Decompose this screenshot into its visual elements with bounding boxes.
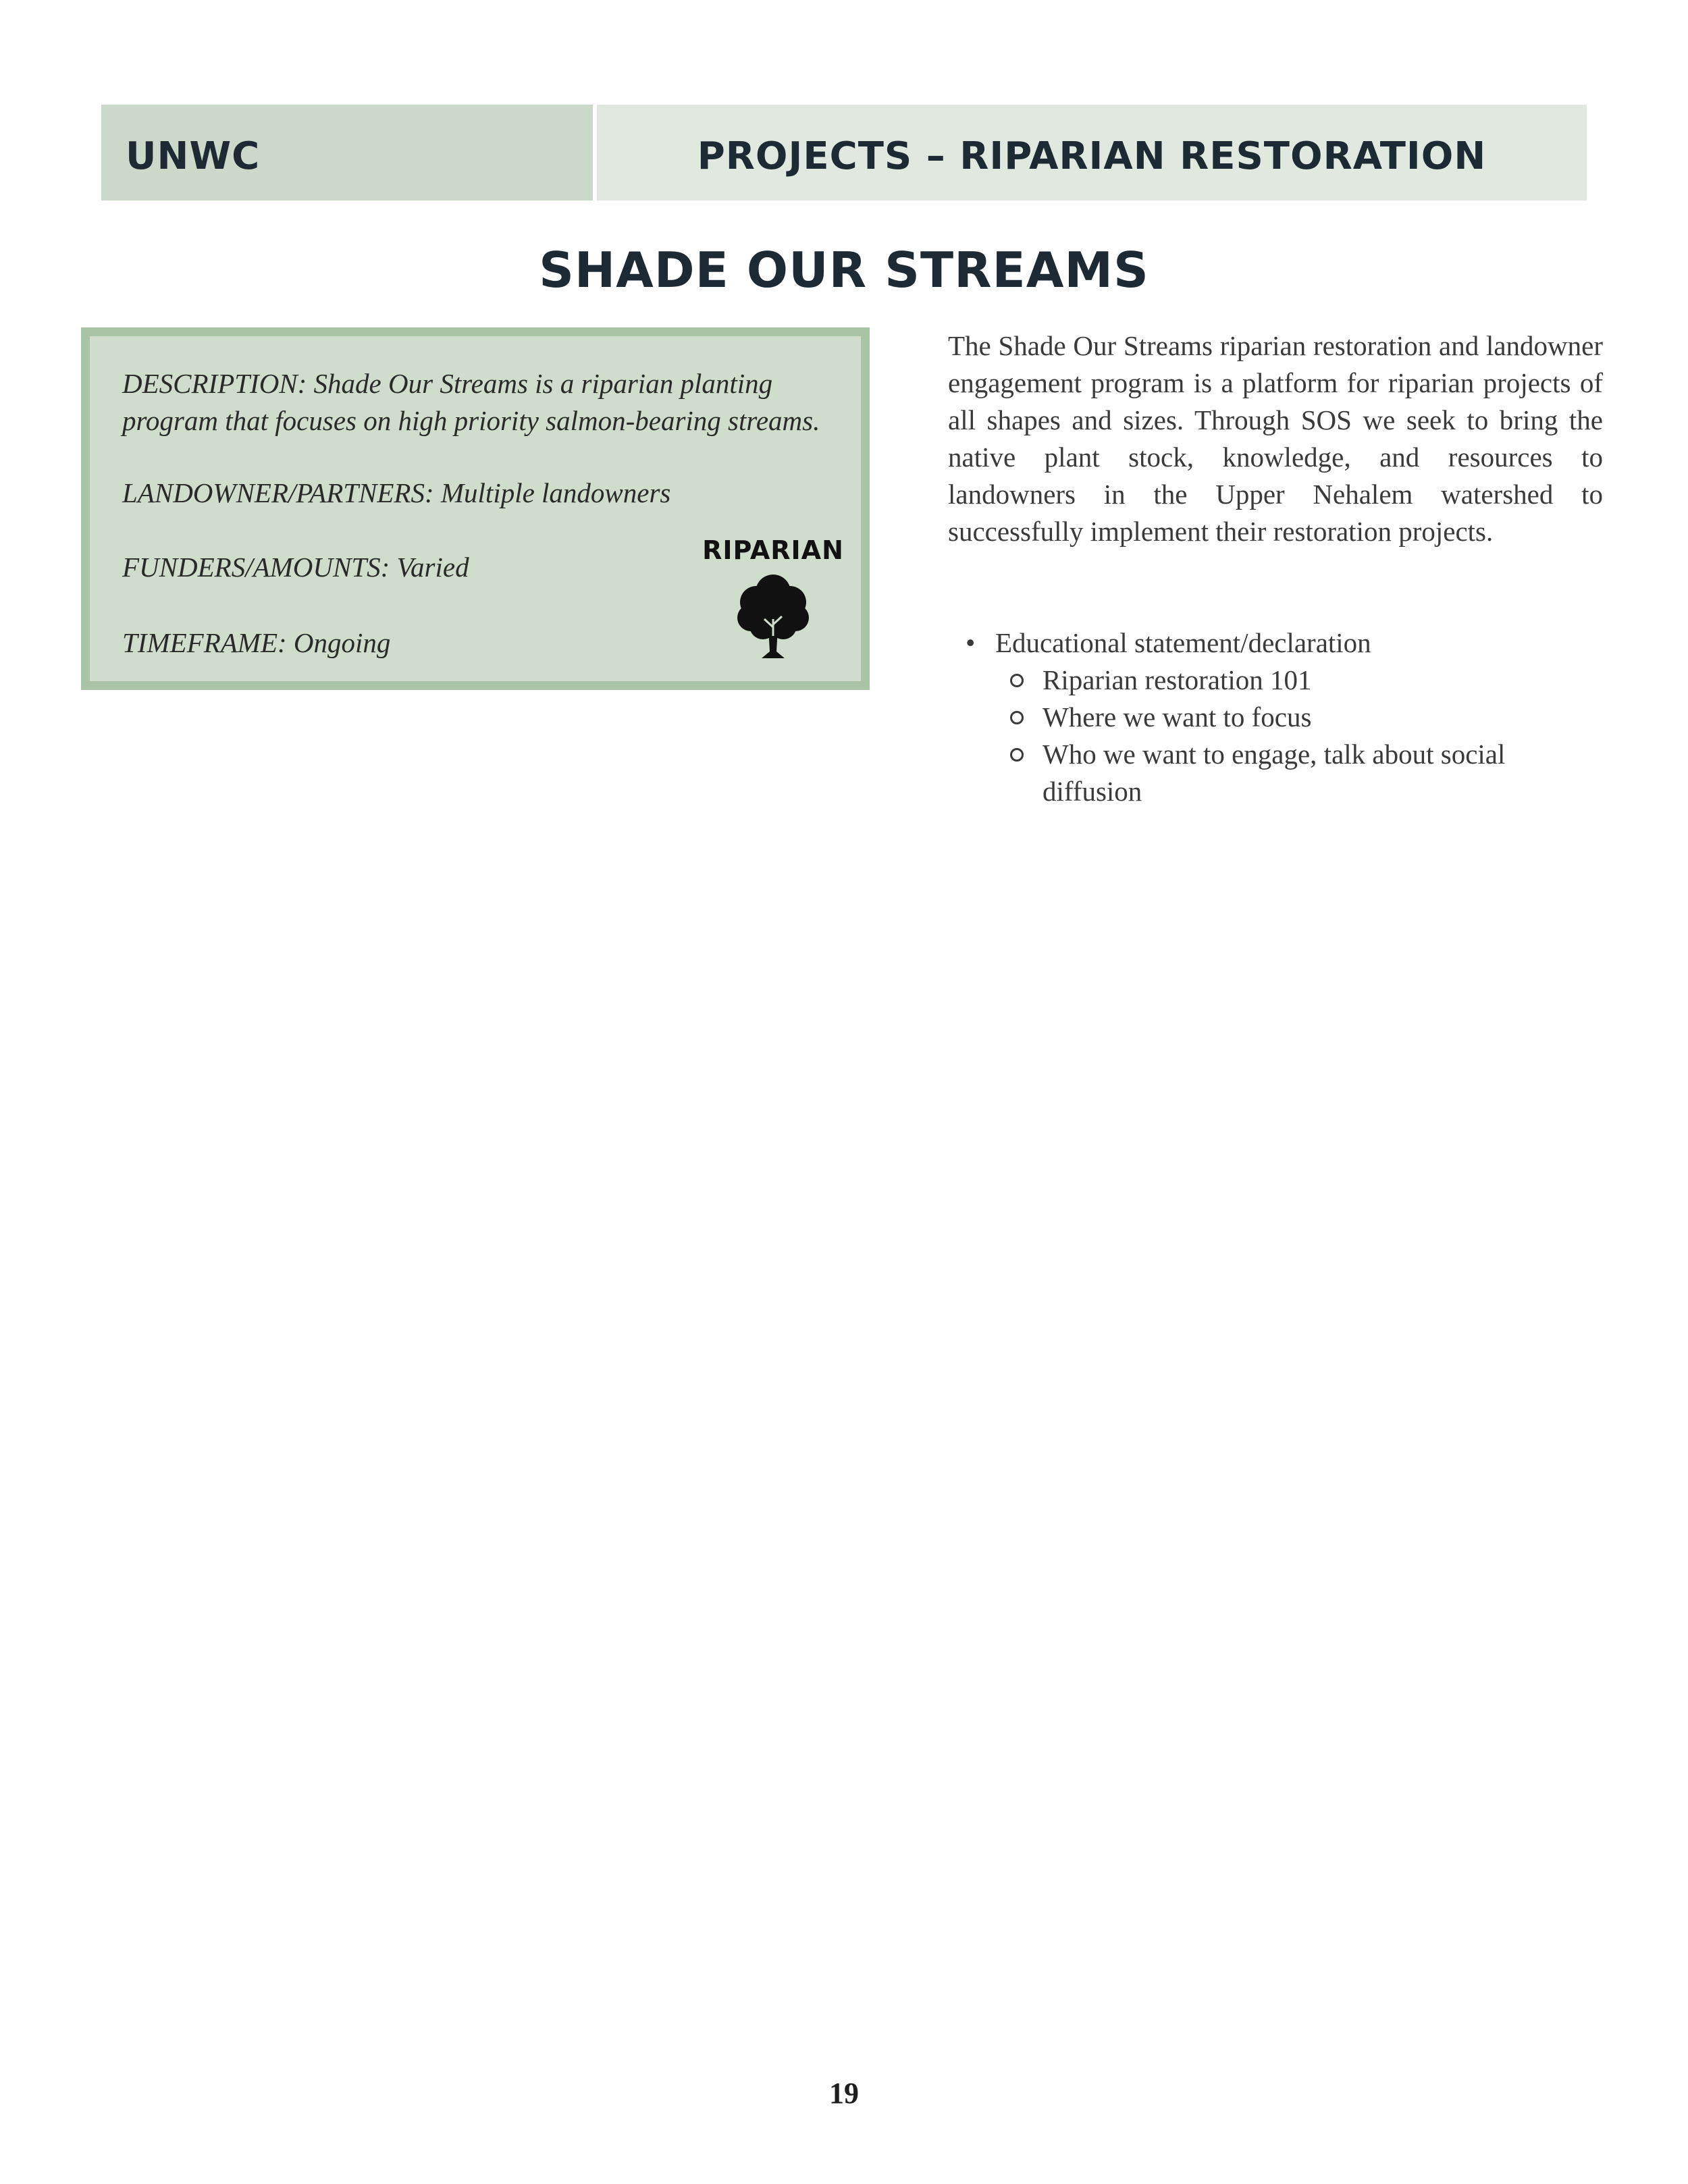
sub-list-item [948,736,1603,810]
info-timeframe: TIMEFRAME: Ongoing [122,627,391,658]
category-badge-label: RIPARIAN [702,535,844,565]
list-item-text: Educational statement/declaration [995,627,1371,658]
sub-bullet-marker [1010,748,1024,762]
sub-list-item [948,699,1603,736]
info-description: DESCRIPTION: Shade Our Streams is a riparian planting program that focuses on high priority salmon-bearing streams. [122,368,820,436]
sub-bullet-marker [1010,674,1024,687]
page-header [101,105,1587,201]
sub-list-item-text: Where we want to focus [1043,701,1312,733]
list-item [948,624,1603,662]
bullet-marker: • [966,627,976,658]
sub-bullet-marker [1010,711,1024,724]
header-org-name: UNWC [126,134,261,178]
program-description-paragraph: The Shade Our Streams riparian restoration and landowner engagement program is a platform for riparian projects of all shapes and sizes. Through SOS we seek to bring the native plant stock, knowledge, and resources to landowners in the Upper Nehalem watershed to successfully implement their restoration projects. [948,330,1603,547]
header-section-panel [597,105,1587,201]
header-section-title: PROJECTS – RIPARIAN RESTORATION [697,134,1487,178]
sub-list-item-text: Who we want to engage, talk about social diffusion [1043,739,1506,807]
info-partners: LANDOWNER/PARTNERS: Multiple landowners [122,477,671,508]
sub-list-item-text: Riparian restoration 101 [1043,664,1312,695]
bullet-list [948,624,1603,810]
page-number: 19 [829,2077,859,2110]
project-info-box [81,327,870,690]
header-org-panel [101,105,593,201]
info-funders: FUNDERS/AMOUNTS: Varied [122,552,469,583]
sub-list-item [948,662,1603,699]
page-title: SHADE OUR STREAMS [539,242,1149,298]
tree-icon [736,572,810,660]
category-badge [702,535,844,660]
